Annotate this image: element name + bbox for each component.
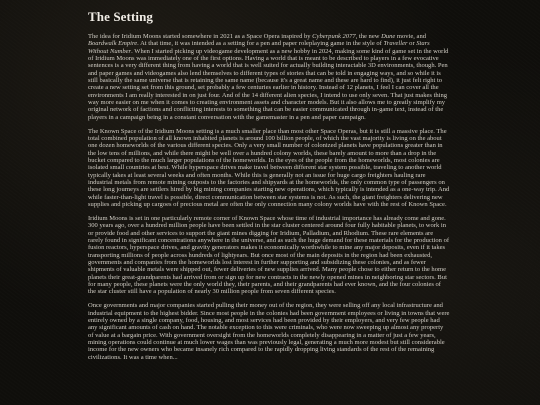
paragraph-text: Iridium Moons is set in one particularly remote corner of Known Space whose time of industrial importance has already come and gone. 300 years ago, over a hundred million people have been settled in the star cluster centered around four fully habitable planets, to work in or provide food and other services to support the giant mines digging for Iridium, Palladium, and Rhodium. These rare elements are rarely found in significant concentrations anywhere in the universe, and as such the huge demand for these materials for the production of fusion reactors, hyperspace drives, and gravity generators makes it economically worthwhile to mine any major deposits, even if it takes transporting millions of people across hundreds of lightyears. But once most of the main deposits in the region had been exhausted, governments and companies from the homeworlds lost interest in further supporting and subsidizing these colonies, and as fewer shipments of valuable metals were shipped out, fewer deliveries of new supplies arrived. Many people chose to either return to the home planets their great-grandparents had arrived from or sign up for new contracts in the newly opened mines in neighboring star sectors. But for many people, these planets were the only world they, their parents, and their grandparents had ever known, and the four colonies of the star cluster still have a population of nearly 30 million people from seven different species. [88, 214, 450, 296]
paragraph-3 [88, 215, 450, 296]
paragraph-text: The idea for Iridium Moons started somewhere in 2021 as a Space Opera inspired by [88, 33, 313, 40]
paragraph-4 [88, 302, 450, 361]
paragraph-2 [88, 128, 450, 209]
italic-title-text: Cyberpunk 2077 [312, 33, 356, 40]
italic-title-text: Traveller [383, 40, 408, 48]
paragraph-text: . At that time, it was intended as a setting for a pen and paper roleplaying game in the style of [137, 40, 384, 48]
paragraph-text: The Known Space of the Iridium Moons setting is a much smaller place than most other Space Operas, but it is still a massive place. The total combined population of all known inhabited planets is around 100 billion people, of which the vast majority is living on the about one dozen homeworlds of the various different species. Only a very small number of colonized planets have populations greater than in the low tens of millions, and while there might be well over a hundred colony worlds, these barely amount to more than a drop in the bucket compared to the much larger populations of the homeworlds. In the eyes of the people from the homeworlds, most colonies are isolated small countries at best. While hyperspace drives make travel between different star system possible, traveling to another world typically takes at least several weeks and often months. While this is generally not an issue for huge cargo freighters hauling rare industrial metals from remote mining outposts to the factories and shipyards at the homeworlds, the only common type of passengers on these long journeys are settlers hired by big mining companies starting new operations, which typically is intended as a one-way trip. And while faster-than-light travel is possible, direct communication between star systems is not. As such, the giant freighters delivering new supplies and picking up cargoes of precious metal are often the only connection many colony worlds have with the rest of Known Space. [88, 127, 450, 209]
paragraph-text: . When I started picking up videogame development as a new hobby in 2024, making some kind of game set in the world of Iridium Moons was immediately one of the first options. Having a world that is meant to be described to players in a few evocative sentences is a very different thing from having a world that is well suited for actually building interactable 3D environments, though. Pen and paper games and videogames also lend themselves to different types of stories that can be told in engaging ways, and so while it is still basically the same universe that is retaining the same name (because it's a great name and these are hard to find), it just felt right to create a new setting set from this ground, set probably a few centuries earlier in history. Instead of 12 planets, I feel I can cover all the environments I am really interested in on just four. And of the 14 different alien species, I intend to use only seven. That just makes thing way more easier on me when it comes to creating environment assets and character models. But it also allows me to greatly simplify my original network of factions and conflicting interests to something that can be easier communicated through in-game text, instead of the players in a campaign being in a constant conversation with the gamemaster in a pen and paper campaign. [88, 47, 449, 121]
page-title: The Setting [88, 9, 154, 24]
paragraph-text: or [407, 40, 417, 48]
document-page [88, 9, 450, 367]
paragraph-text: Once governments and major companies started pulling their money out of the region, they were selling off any local infrastructure and industrial equipment to the highest bidder. Since most people in the colonies had been government employees or living in towns that were entirely owned by a single company, food, housing, and most services had been provided by their employers, and very few people had any significant amounts of cash on hand. The notable exception to this were criminals, who were now sweeping up almost any property of value at a bargain price. With government oversight from the homeworlds completely disappearing in a matter of just a few years, mining operations could continue at much lower wages than was previously legal, generating a much more modest but still considerable income for the new owners who became insanely rich compared to the rapidly dropping living standards of the rest of the remaining civilizations. It was a time when... [88, 302, 450, 361]
paragraph-text: movie, and [395, 33, 427, 40]
italic-title-text: Boardwalk Empire [88, 40, 138, 48]
italic-title-text: Stars Without Number [88, 40, 430, 55]
paragraph-1 [88, 33, 450, 121]
italic-title-text: Dune [381, 33, 396, 40]
paragraph-text: , the new [355, 33, 382, 40]
